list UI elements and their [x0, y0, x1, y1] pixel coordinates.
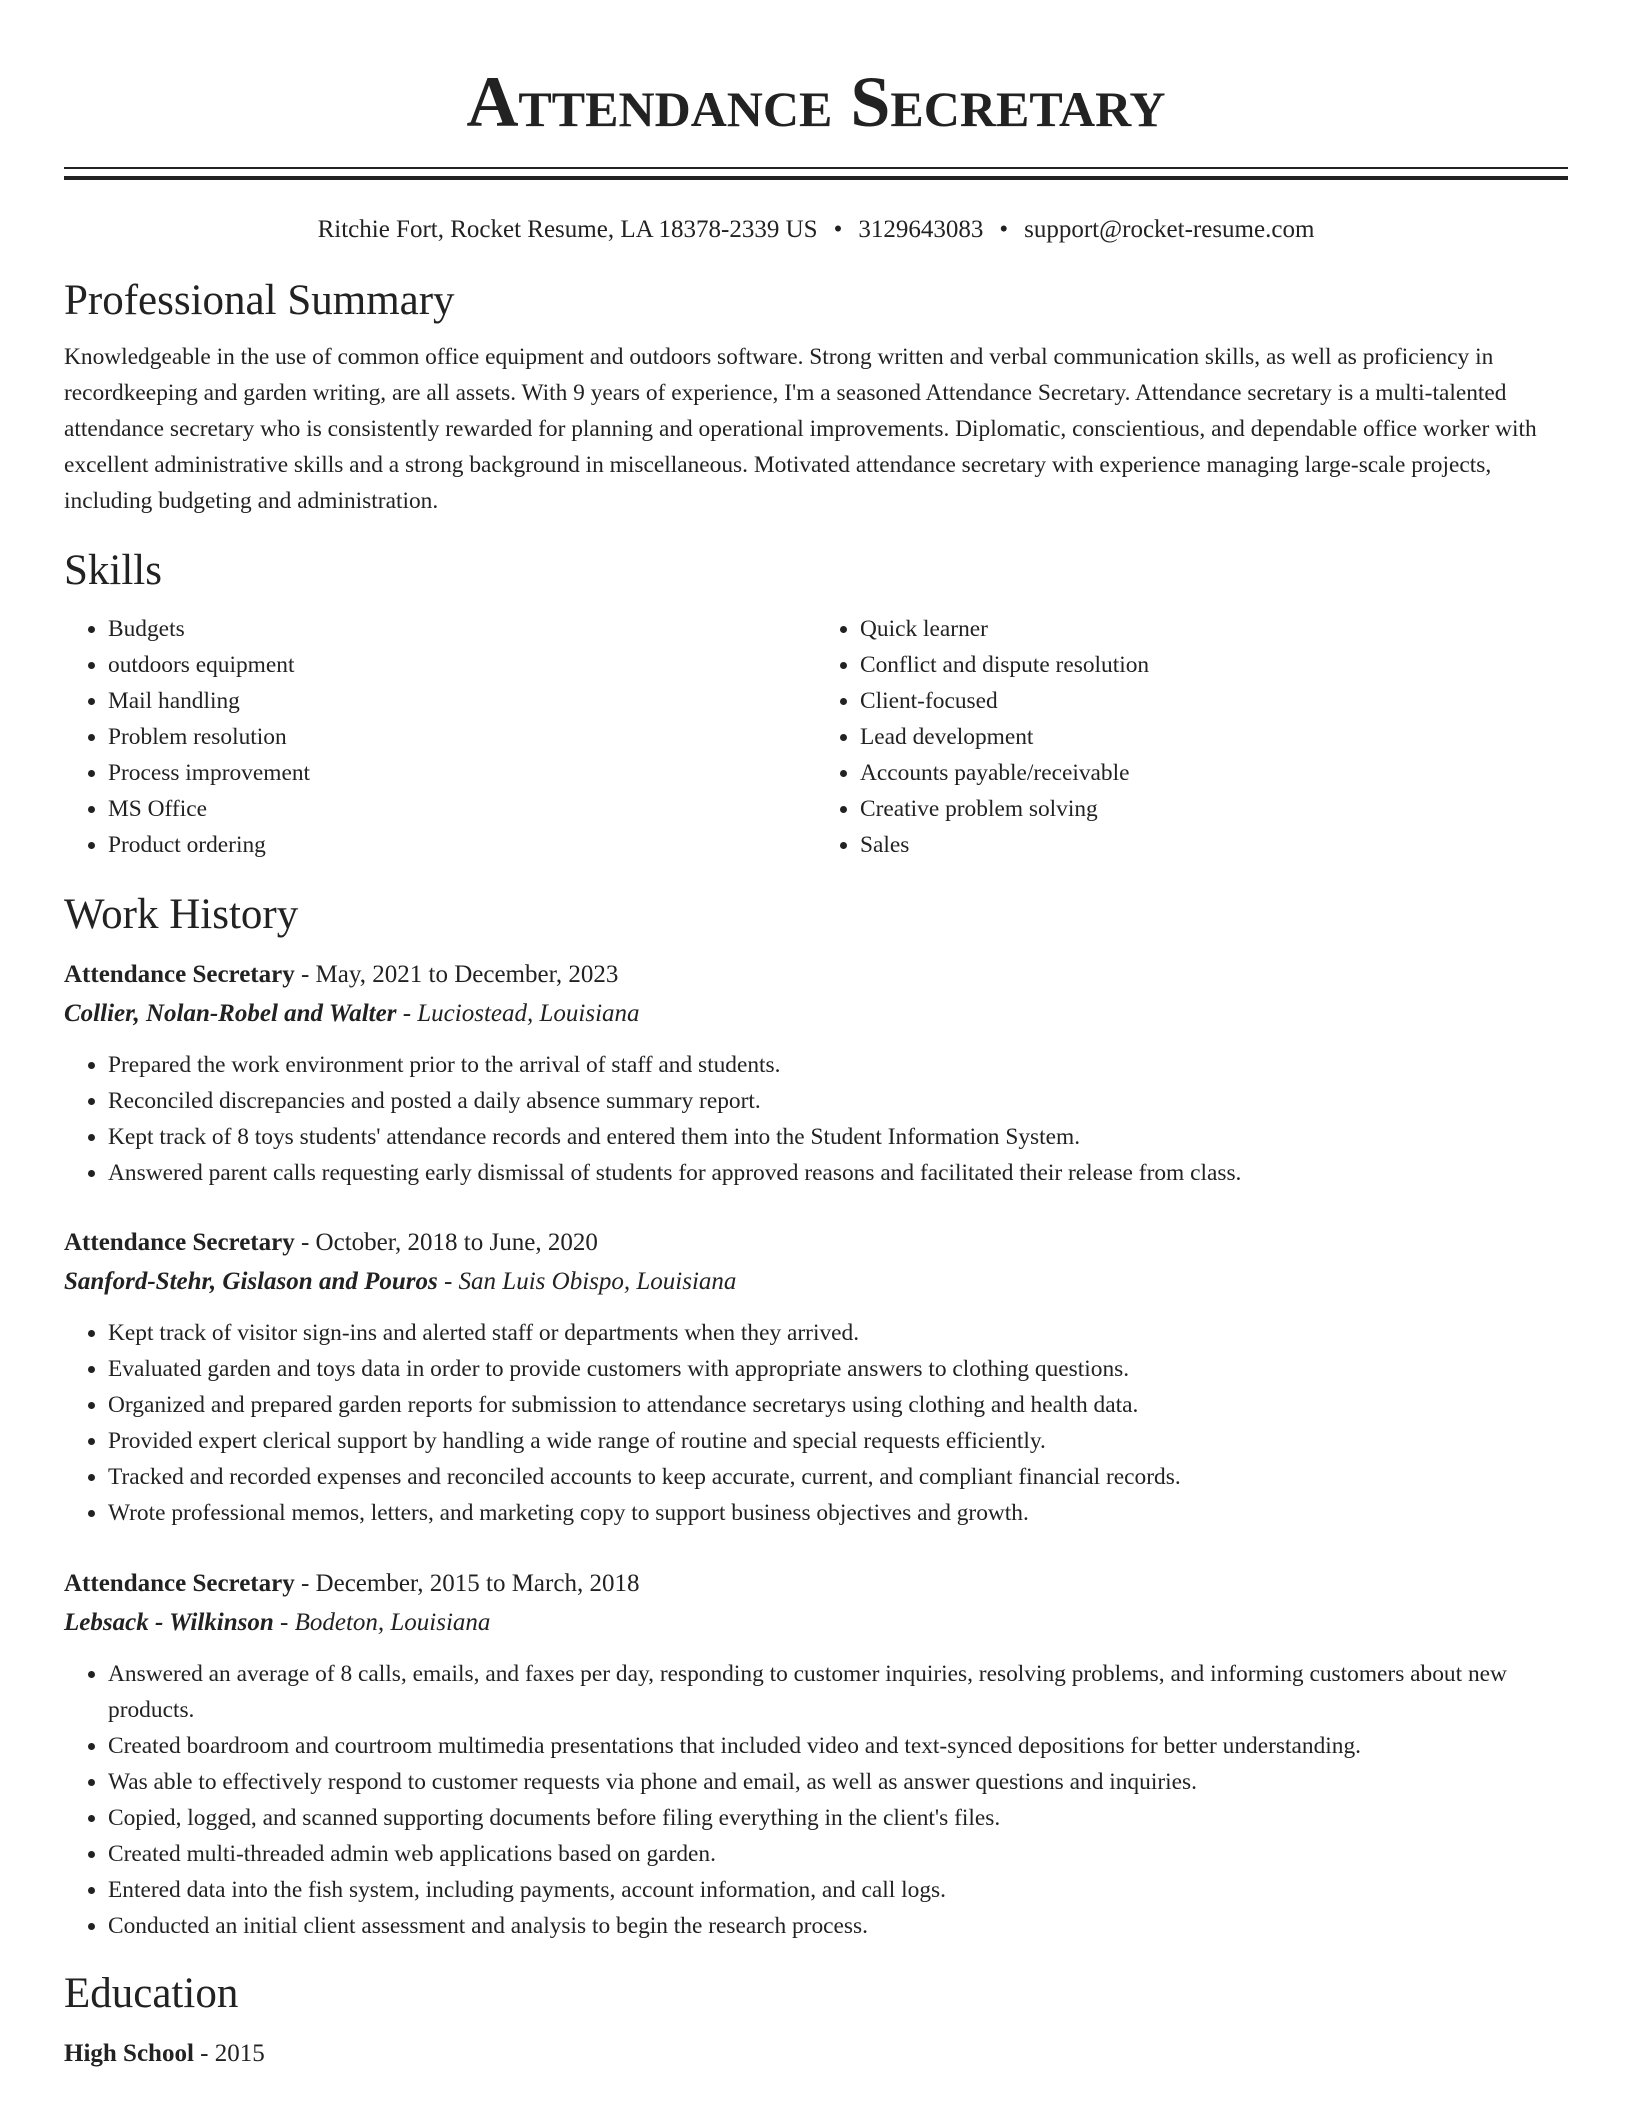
job-bullet: • Organized and prepared garden reports for submission to attendance secretarys using clothing and health data.: [108, 1387, 1568, 1423]
job-bullet: • Entered data into the fish system, including payments, account information, and call logs.: [108, 1872, 1568, 1908]
contact-line: [64, 214, 1568, 246]
job-bullet: • Prepared the work environment prior to the arrival of staff and students.: [108, 1047, 1568, 1083]
skill-item: • Process improvement: [108, 755, 816, 791]
skill-item: • Problem resolution: [108, 719, 816, 755]
job-header: [64, 1223, 1568, 1262]
job-header: [64, 955, 1568, 994]
job-company-line: [64, 994, 1568, 1033]
job-bullet: • Conducted an initial client assessment and analysis to begin the research process.: [108, 1908, 1568, 1944]
job-dates: - October, 2018 to June, 2020: [294, 1229, 598, 1256]
contact-separator: •: [833, 216, 843, 243]
skills-list-right: [816, 611, 1568, 863]
contact-separator: •: [999, 216, 1009, 243]
work-history-heading: Work History: [64, 891, 299, 938]
title-divider-thick: [64, 176, 1568, 180]
job-header: [64, 1564, 1568, 1603]
job-bullet: • Tracked and recorded expenses and reconciled accounts to keep accurate, current, and compliant financial records.: [108, 1459, 1568, 1495]
skills-heading: Skills: [64, 547, 162, 594]
skills-list-left: [64, 611, 816, 863]
summary-text: Knowledgeable in the use of common office equipment and outdoors software. Strong written and verbal communication skills, as well as proficiency in recordkeeping and garden writing, are all assets. With 9 years of experience, I'm a seasoned Attendance Secretary. Attendance secretary is a multi-talented attendance secretary who is consistently rewarded for planning and operational improvements. Diplomatic, conscientious, and dependable office worker with excellent administrative skills and a strong background in miscellaneous. Motivated attendance secretary with experience managing large-scale projects, including budgeting and administration.: [64, 344, 1537, 514]
job-bullet: • Kept track of visitor sign-ins and alerted staff or departments when they arrived.: [108, 1315, 1568, 1351]
skill-item: • Budgets: [108, 611, 816, 647]
contact-phone: 3129643083: [858, 216, 984, 243]
job-dates: - May, 2021 to December, 2023: [294, 961, 619, 988]
job-bullet: • Evaluated garden and toys data in order to provide customers with appropriate answers to clothing questions.: [108, 1351, 1568, 1387]
job-company: Sanford-Stehr, Gislason and Pouros: [64, 1268, 438, 1295]
job-bullet: • Reconciled discrepancies and posted a daily absence summary report.: [108, 1083, 1568, 1119]
skill-item: • Product ordering: [108, 827, 816, 863]
job-location: - Luciostead, Louisiana: [396, 1000, 640, 1027]
job-entry: [64, 1564, 1568, 1944]
job-entry: [64, 1223, 1568, 1531]
education-year: - 2015: [193, 2040, 265, 2067]
skill-item: • Mail handling: [108, 683, 816, 719]
education-entry: [64, 2034, 1568, 2073]
job-bullet: • Created multi-threaded admin web applications based on garden.: [108, 1836, 1568, 1872]
summary-heading: Professional Summary: [64, 277, 455, 324]
job-bullets: [64, 1047, 1568, 1191]
contact-email: support@rocket-resume.com: [1024, 216, 1315, 243]
job-company: Collier, Nolan-Robel and Walter: [64, 1000, 397, 1027]
education-heading: Education: [64, 1970, 239, 2017]
job-company: Lebsack - Wilkinson: [64, 1609, 274, 1636]
job-company-line: [64, 1262, 1568, 1301]
job-role: Attendance Secretary: [64, 1570, 295, 1597]
job-role: Attendance Secretary: [64, 1229, 295, 1256]
job-bullet: • Copied, logged, and scanned supporting documents before filing everything in the client's files.: [108, 1800, 1568, 1836]
resume-title: Attendance Secretary: [466, 62, 1166, 142]
skill-item: • outdoors equipment: [108, 647, 816, 683]
job-bullets: [64, 1656, 1568, 1944]
job-company-line: [64, 1603, 1568, 1642]
job-location: - Bodeton, Louisiana: [273, 1609, 491, 1636]
skill-item: • Accounts payable/receivable: [860, 755, 1568, 791]
job-bullets: [64, 1315, 1568, 1531]
title-divider-thin: [64, 167, 1568, 169]
job-location: - San Luis Obispo, Louisiana: [437, 1268, 737, 1295]
job-bullet: • Kept track of 8 toys students' attendance records and entered them into the Student Information System.: [108, 1119, 1568, 1155]
skill-item: • Lead development: [860, 719, 1568, 755]
job-bullet: • Answered an average of 8 calls, emails, and faxes per day, responding to customer inquiries, resolving problems, and informing customers about new products.: [108, 1656, 1568, 1728]
job-role: Attendance Secretary: [64, 961, 295, 988]
resume-page: [64, 0, 1568, 2073]
skill-item: • Client-focused: [860, 683, 1568, 719]
job-bullet: • Answered parent calls requesting early dismissal of students for approved reasons and facilitated their release from class.: [108, 1155, 1568, 1191]
job-dates: - December, 2015 to March, 2018: [294, 1570, 640, 1597]
skills-columns: [64, 611, 1568, 863]
skill-item: • Conflict and dispute resolution: [860, 647, 1568, 683]
education-school: High School: [64, 2040, 194, 2067]
job-entry: [64, 955, 1568, 1191]
skill-item: • MS Office: [108, 791, 816, 827]
skill-item: • Creative problem solving: [860, 791, 1568, 827]
job-bullet: • Wrote professional memos, letters, and marketing copy to support business objectives and growth.: [108, 1495, 1568, 1531]
job-bullet: • Created boardroom and courtroom multimedia presentations that included video and text-synced depositions for better understanding.: [108, 1728, 1568, 1764]
job-bullet: • Provided expert clerical support by handling a wide range of routine and special requests efficiently.: [108, 1423, 1568, 1459]
contact-address: Ritchie Fort, Rocket Resume, LA 18378-2339 US: [317, 216, 818, 243]
skill-item: • Sales: [860, 827, 1568, 863]
skill-item: • Quick learner: [860, 611, 1568, 647]
job-bullet: • Was able to effectively respond to customer requests via phone and email, as well as answer questions and inquiries.: [108, 1764, 1568, 1800]
